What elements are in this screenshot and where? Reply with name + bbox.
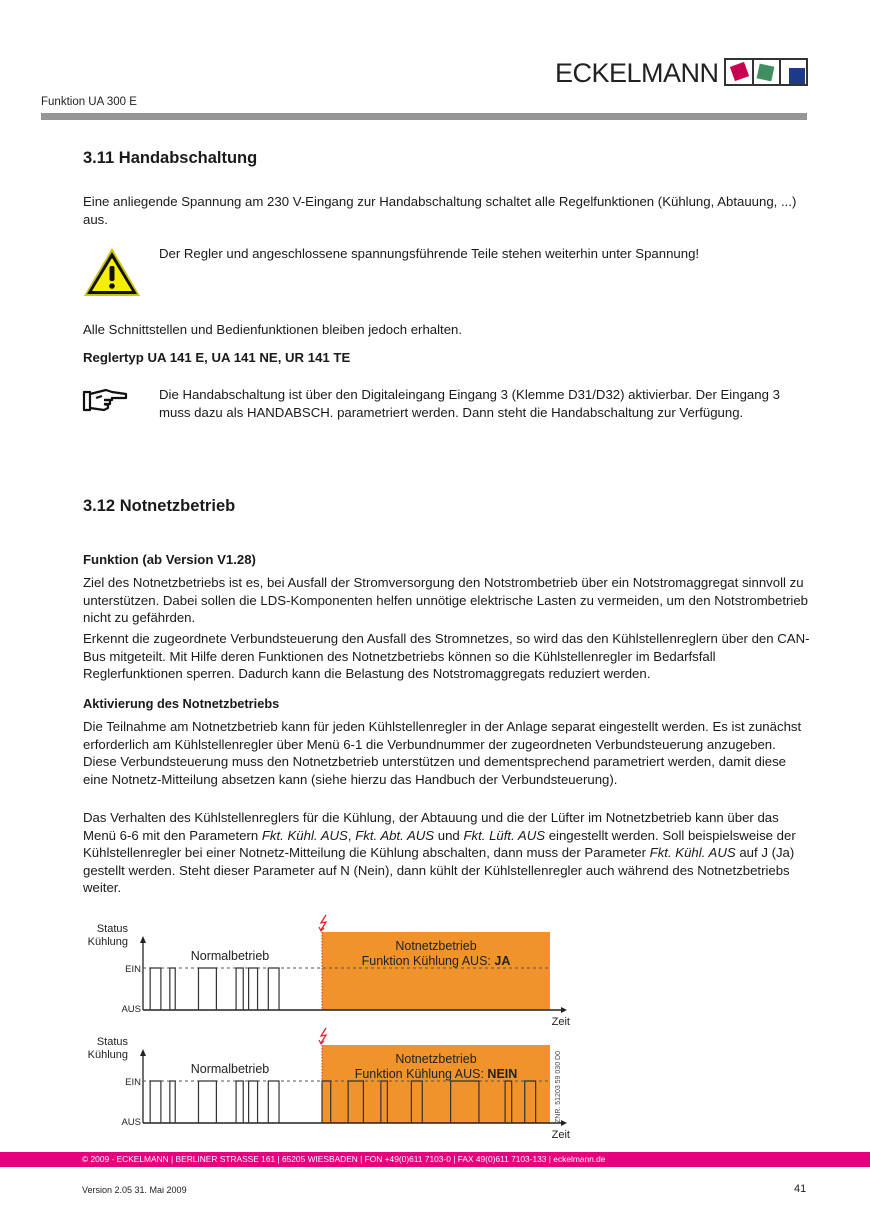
parameter-name: Fkt. Kühl. AUS	[649, 845, 736, 861]
normal-cooling-pulse	[198, 1081, 216, 1123]
text-run: auf J (Ja) gestellt werden. Steht dieser Parameter auf N (Nein), dann kühlt der Kühlstellenregler auch während des Notnetzbetriebs weiter.	[83, 845, 795, 896]
logo-green-square-icon	[757, 64, 775, 82]
cooling-off-setting-label: Funktion Kühlung AUS: JA	[361, 954, 511, 968]
logo-blue-square-icon	[789, 68, 805, 84]
emergency-operation-label: Notnetzbetrieb	[395, 939, 477, 953]
normal-cooling-pulse	[249, 1081, 258, 1123]
parameter-name: Fkt. Abt. AUS	[355, 827, 435, 843]
version-info: Version 2.05 31. Mai 2009	[82, 1185, 187, 1195]
parameter-name: Fkt. Kühl. AUS	[261, 827, 348, 843]
warning-triangle-icon	[82, 246, 142, 303]
cooling-off-setting-value: JA	[494, 954, 511, 968]
cooling-off-setting-value: NEIN	[487, 1067, 518, 1081]
normal-cooling-pulse	[150, 968, 161, 1010]
subheading-activation: Aktivierung des Notnetzbetriebs	[83, 696, 280, 711]
normal-cooling-pulse	[268, 968, 279, 1010]
x-axis-label-time: Zeit	[551, 1129, 570, 1141]
paragraph-participation: Die Teilnahme am Notnetzbetrieb kann für jeden Kühlstellenregler in der Anlage separat eingestellt werden. Es ist zunächst erforderlich am Kühlstellenregler über Menü 6-1 die Verbundnummer der zugeordneten Verbundsteuerung anzugeben. Diese Verbundsteuerung muss den Notnetzbetrieb unterstützen und dementsprechend parametriert werden, damit diese eine Notnetz-Mitteilung absetzen kann (siehe hierzu das Handbuch der Verbundsteuerung).	[83, 719, 802, 787]
level-label-off: AUS	[121, 1004, 141, 1015]
section-title-3-11: 3.11 Handabschaltung	[83, 149, 258, 167]
paragraph-intro: Eine anliegende Spannung am 230 V-Eingang zur Handabschaltung schaltet alle Regelfunktionen (Kühlung, Abtauung, ...) aus.	[83, 194, 797, 227]
x-axis-label-time: Zeit	[551, 1016, 570, 1028]
cooling-status-diagram	[0, 905, 870, 1150]
normal-cooling-pulse	[150, 1081, 161, 1123]
pointing-hand-icon	[82, 388, 130, 419]
paragraph-behavior	[83, 809, 811, 897]
subheading-controller-types: Reglertyp UA 141 E, UA 141 NE, UR 141 TE	[83, 350, 351, 365]
normal-cooling-pulse	[236, 968, 243, 1010]
y-axis-label-cooling: Kühlung	[87, 1049, 128, 1061]
normal-operation-label: Normalbetrieb	[190, 949, 270, 963]
y-axis-label-status: Status	[96, 1036, 128, 1048]
y-axis-label-cooling: Kühlung	[87, 936, 128, 948]
y-axis-arrow-icon	[140, 936, 146, 943]
warning-text: Der Regler und angeschlossene spannungsführende Teile stehen weiterhin unter Spannung!	[159, 246, 700, 261]
footer-company-info: © 2009 - ECKELMANN | BERLINER STRASSE 161 | 65205 WIESBADEN | FON +49(0)611 7103-0 | FAX 49(0)611 7103-133 | eckelmann.de	[82, 1154, 606, 1164]
page-number: 41	[794, 1183, 807, 1195]
normal-cooling-pulse	[236, 1081, 243, 1123]
section-title-3-12: 3.12 Notnetzbetrieb	[83, 497, 236, 515]
paragraph-interfaces: Alle Schnittstellen und Bedienfunktionen bleiben jedoch erhalten.	[83, 322, 463, 337]
normal-cooling-pulse	[170, 1081, 175, 1123]
normal-cooling-pulse	[249, 968, 258, 1010]
y-axis-label-status: Status	[96, 923, 128, 935]
parameter-name: Fkt. Lüft. AUS	[463, 827, 546, 843]
text-run: Das Verhalten des Kühlstellenreglers für die Kühlung, der Abtauung und die der Lüfter im Notnetzbetrieb kann über das Menü 6-6 mit den Parametern	[83, 810, 779, 843]
brand-logo-mark	[724, 58, 808, 86]
document-label: Funktion UA 300 E	[41, 96, 137, 108]
cooling-off-setting-label: Funktion Kühlung AUS: NEIN	[354, 1067, 518, 1081]
text-run: eingestellt werden. Soll beispielsweise der Kühlstellenregler bei einer Notnetz-Mitteilung die Kühlung abschalten, dann muss der Parameter	[83, 827, 796, 861]
subheading-function: Funktion (ab Version V1.28)	[83, 552, 256, 567]
normal-operation-label: Normalbetrieb	[190, 1062, 270, 1076]
header-rule	[41, 113, 807, 120]
note-digital-input: Die Handabschaltung ist über den Digitaleingang Eingang 3 (Klemme D31/D32) aktivierbar. Der Eingang 3 muss dazu als HANDABSCH. parametriert werden. Dann steht die Handabschaltung zur Verfügung.	[159, 387, 780, 420]
normal-cooling-pulse	[198, 968, 216, 1010]
normal-cooling-pulse	[268, 1081, 279, 1123]
text-run: ,	[347, 827, 356, 843]
footer-bar	[0, 1152, 870, 1167]
brand-logo-text: ECKELMANN	[555, 58, 719, 88]
paragraph-goal: Ziel des Notnetzbetriebs ist es, bei Ausfall der Stromversorgung den Notstrombetrieb über ein Notstromaggregat sinnvoll zu unterstützen. Dabei sollen die LDS-Komponenten helfen unnötige elektrische Lasten zu vermeiden, um den Notstrombetrieb nicht zu gefährden.	[83, 575, 809, 626]
level-label-on: EIN	[125, 1077, 141, 1088]
logo-red-square-icon	[730, 62, 749, 81]
paragraph-detection: Erkennt die zugeordnete Verbundsteuerung den Ausfall des Stromnetzes, so wird das den Kühlstellenreglern über den CAN-Bus mitgeteilt. Mit Hilfe deren Funktionen des Notnetzbetriebs können so die Kühlstellenregler im Bedarfsfall Reglerfunktionen sperren. Dadurch kann die Belastung des Notstromaggregats reduziert werden.	[83, 631, 810, 682]
level-label-off: AUS	[121, 1117, 141, 1128]
level-label-on: EIN	[125, 964, 141, 975]
emergency-operation-label: Notnetzbetrieb	[395, 1052, 477, 1066]
x-axis-arrow-icon	[561, 1007, 567, 1013]
normal-cooling-pulse	[170, 968, 175, 1010]
y-axis-arrow-icon	[140, 1049, 146, 1056]
text-run: und	[434, 827, 464, 843]
drawing-number: ZNR. 51203 59 030 D0	[555, 1051, 562, 1123]
